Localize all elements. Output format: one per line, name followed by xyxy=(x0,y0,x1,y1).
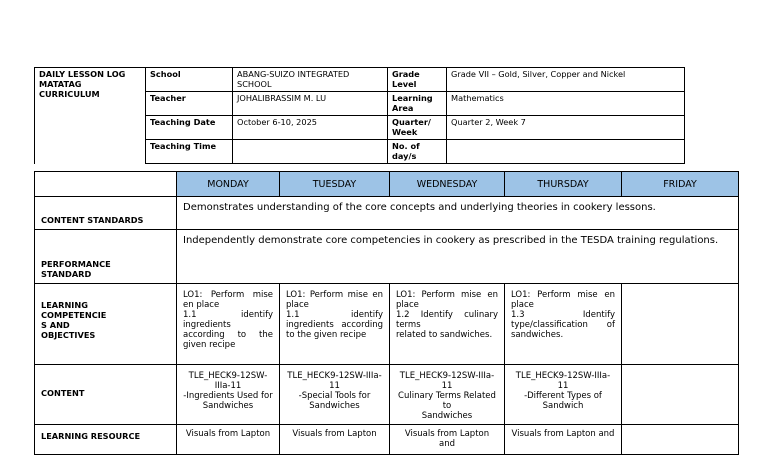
content-label: CONTENT xyxy=(35,365,177,425)
quarter-value: Quarter 2, Week 7 xyxy=(447,116,685,140)
objective-friday xyxy=(622,284,739,365)
day-header-tuesday: TUESDAY xyxy=(280,172,390,197)
title-line: MATATAG xyxy=(39,79,82,89)
teacher-label: Teacher xyxy=(146,92,233,116)
performance-standard-label xyxy=(35,230,177,284)
objective-monday xyxy=(177,284,280,365)
title-line: CURRICULUM xyxy=(39,89,100,99)
label-line: STANDARD xyxy=(41,269,92,279)
header-table xyxy=(34,67,685,164)
content-line: Culinary Terms Related to xyxy=(398,391,496,411)
content-friday xyxy=(622,365,739,425)
competencies-label xyxy=(35,284,177,365)
objective-line: 1.1 identify ingredients according to the given recipe xyxy=(286,310,383,340)
content-standards-label: CONTENT STANDARDS xyxy=(35,197,177,230)
objective-line: 1.2 Identify culinary terms xyxy=(396,310,498,330)
content-line: TLE_HECK9-12SW-IIIa-11 xyxy=(188,371,268,391)
title-line: DAILY LESSON LOG xyxy=(39,69,126,79)
content-line: Sandwiches xyxy=(421,411,473,421)
dates-value: October 6-10, 2025 xyxy=(233,116,388,140)
objective-wednesday xyxy=(390,284,505,365)
time-value xyxy=(233,140,388,164)
learning-resource-label: LEARNING RESOURCE xyxy=(35,425,177,455)
area-value: Mathematics xyxy=(447,92,685,116)
content-line: -Different Types of Sandwich xyxy=(524,391,602,411)
day-header-thursday: THURSDAY xyxy=(505,172,622,197)
content-wednesday xyxy=(390,365,505,425)
objective-line: 1.3 Identify type/classification of sandwiches. xyxy=(511,310,615,340)
quarter-label: Quarter/ Week xyxy=(388,116,447,140)
objective-line: LO1: Perform mise en place xyxy=(396,290,498,310)
area-label: Learning Area xyxy=(388,92,447,116)
grade-label: Grade Level xyxy=(388,68,447,92)
objective-line: 1.1 identify ingredients according to the given recipe xyxy=(183,310,273,350)
resource-monday: Visuals from Lapton xyxy=(177,425,280,455)
corner-cell xyxy=(35,172,177,197)
days-label: No. of day/s xyxy=(388,140,447,164)
school-value: ABANG-SUIZO INTEGRATED SCHOOL xyxy=(233,68,388,92)
resource-thursday: Visuals from Lapton and xyxy=(505,425,622,455)
label-line: OBJECTIVES xyxy=(41,330,96,340)
content-line: -Ingredients Used for Sandwiches xyxy=(183,391,273,411)
objective-line: LO1: Perform mise en place xyxy=(511,290,615,310)
time-label: Teaching Time xyxy=(146,140,233,164)
grade-value: Grade VII – Gold, Silver, Copper and Nickel xyxy=(447,68,685,92)
school-label: School xyxy=(146,68,233,92)
day-header-monday: MONDAY xyxy=(177,172,280,197)
content-line: TLE_HECK9-12SW-IIIa-11 xyxy=(287,371,382,391)
dll-title xyxy=(35,68,146,164)
days-value xyxy=(447,140,685,164)
content-thursday xyxy=(505,365,622,425)
objective-tuesday xyxy=(280,284,390,365)
resource-wednesday: Visuals from Lapton and xyxy=(390,425,505,455)
dates-label: Teaching Date xyxy=(146,116,233,140)
day-header-wednesday: WEDNESDAY xyxy=(390,172,505,197)
content-standards-text: Demonstrates understanding of the core concepts and underlying theories in cookery lessons. xyxy=(177,197,739,230)
objective-line: related to sandwiches. xyxy=(396,330,493,340)
label-line: S AND xyxy=(41,320,70,330)
content-line: TLE_HECK9-12SW-IIIa-11 xyxy=(399,371,495,391)
label-line: LEARNING xyxy=(41,300,88,310)
content-line: TLE_HECK9-12SW-IIIa-11 xyxy=(515,371,611,391)
objective-line: LO1: Perform mise en place xyxy=(286,290,383,310)
label-line: COMPETENCIE xyxy=(41,310,107,320)
label-line: PERFORMANCE xyxy=(41,259,111,269)
content-tuesday xyxy=(280,365,390,425)
resource-friday xyxy=(622,425,739,455)
content-monday xyxy=(177,365,280,425)
resource-tuesday: Visuals from Lapton xyxy=(280,425,390,455)
day-header-friday: FRIDAY xyxy=(622,172,739,197)
lesson-log-table xyxy=(34,171,739,455)
content-line: -Special Tools for Sandwiches xyxy=(298,391,371,411)
objective-thursday xyxy=(505,284,622,365)
objective-line: LO1: Perform mise en place xyxy=(183,290,273,310)
teacher-value: JOHALIBRASSIM M. LU xyxy=(233,92,388,116)
performance-standard-text: Independently demonstrate core competencies in cookery as prescribed in the TESDA training regulations. xyxy=(177,230,739,284)
